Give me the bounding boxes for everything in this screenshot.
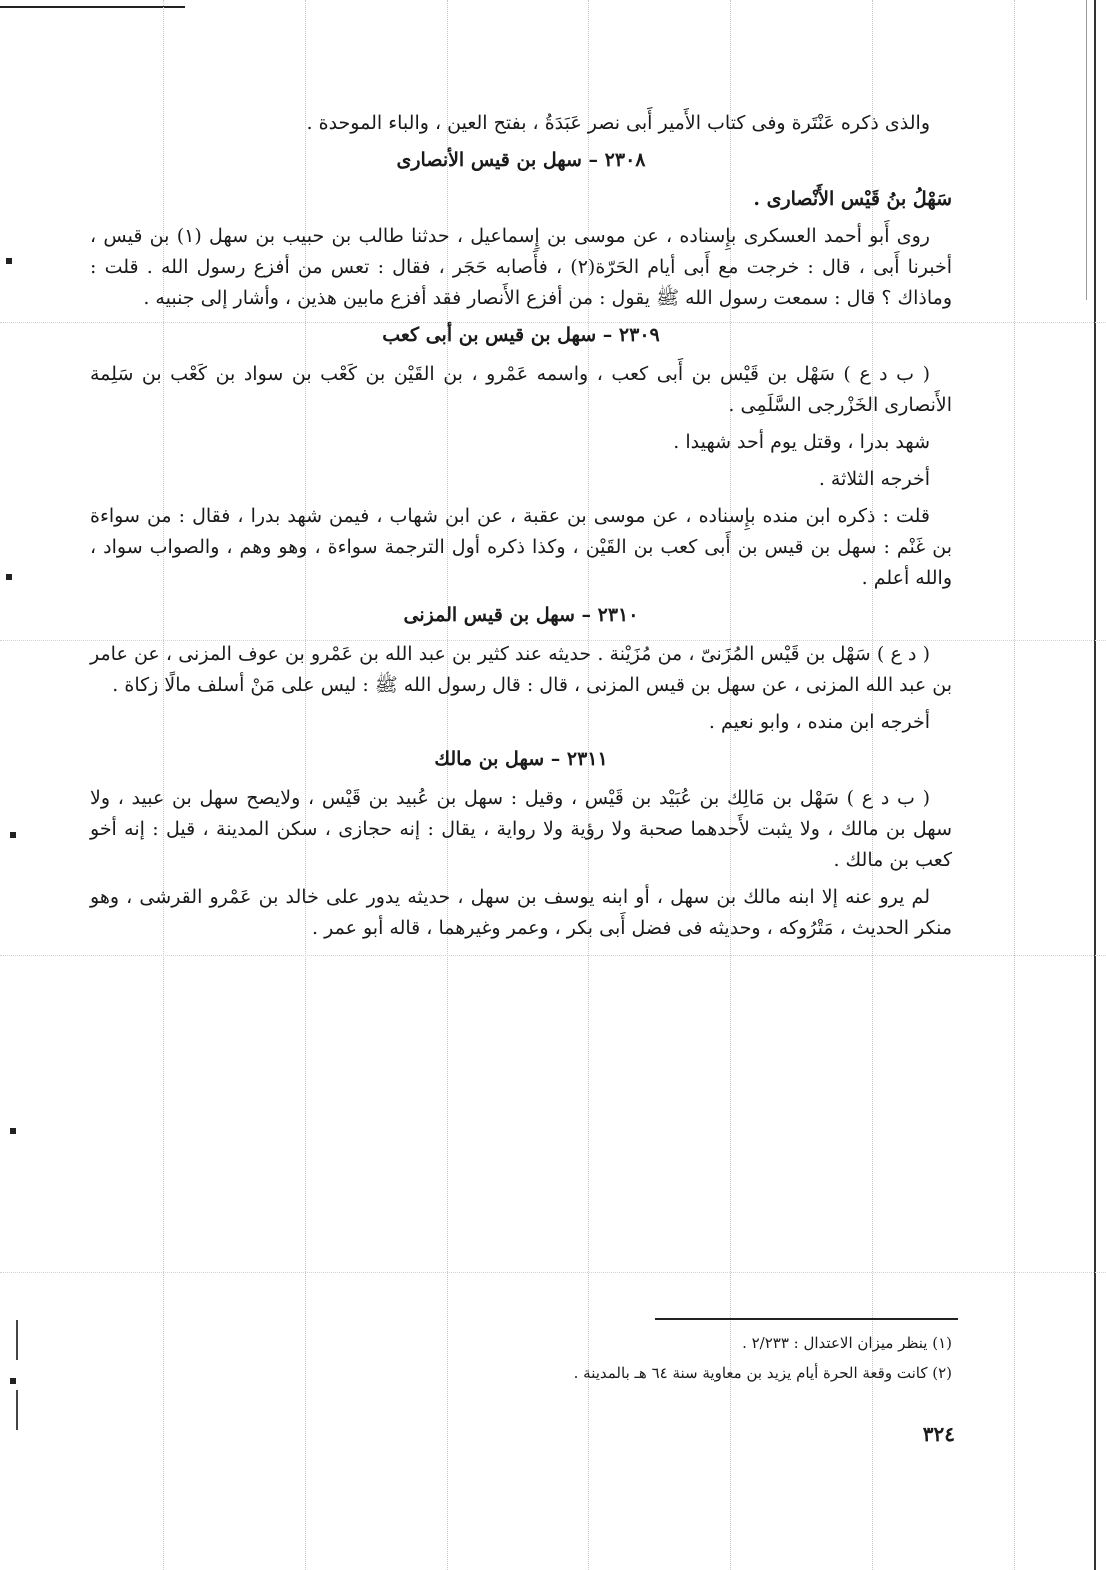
- page-number: ٣٢٤: [922, 1422, 955, 1446]
- paragraph: والذى ذكره عَنْتَرة وفى كتاب الأَمير أَبى نصر عَبَدَةُ ، بفتح العين ، والباء الموحدة .: [306, 112, 930, 134]
- scan-artifact: [1014, 0, 1015, 1570]
- paragraph: ( ب د ع ) سَهْل بن قَيْس بن أَبى كعب ، واسمه عَمْرو ، بن القَيْن بن كَعْب بن سواد بن كَعْب بن سَلِمة الأَنصارى الخَزْرجى السَّلَمِى .: [90, 363, 952, 416]
- paragraph: شهد بدرا ، وقتل يوم أحد شهيدا .: [673, 431, 930, 453]
- paragraph: ( د ع ) سَهْل بن قَيْس المُزَنىّ ، من مُزَيْنة . حديثه عند كثير بن عبد الله بن عَمْرو بن عوف المزنى ، عن عامر بن عبد الله المزنى ، عن سهل بن قيس المزنى ، قال : قال رسول الله ﷺ : ليس على مَنْ أسلف مالًا زكاة .: [90, 643, 952, 696]
- footnote: (١) ينظر ميزان الاعتدال : ٢/٢٣٣ .: [742, 1334, 952, 1352]
- main-text: [90, 108, 952, 950]
- margin-mark: [6, 258, 12, 264]
- paragraph: أخرجه ابن منده ، وابو نعيم .: [708, 711, 930, 733]
- scan-edge-line: [0, 6, 185, 8]
- entry-heading: ٢٣٠٩ – سهل بن قيس بن أبى كعب: [382, 324, 660, 346]
- scan-artifact: [0, 1272, 1106, 1273]
- footnote-divider: [655, 1318, 958, 1320]
- margin-mark: [10, 832, 16, 838]
- scan-edge-line: [1094, 0, 1096, 1570]
- paragraph: سَهْلُ بنُ قَيْس الأَنْصارى .: [753, 188, 952, 210]
- margin-mark: [16, 1320, 18, 1360]
- paragraph: أخرجه الثلاثة .: [818, 468, 930, 490]
- paragraph: ( ب د ع ) سَهْل بن مَالِك بن عُبَيْد بن قَيْس ، وقيل : سهل بن عُبيد بن قَيْس ، ولايصح سهل بن عبيد ، ولا سهل بن مالك ، ولا يثبت لأَحدهما صحبة ولا رؤية ولا رواية ، يقال : إنه حجازى ، سكن المدينة ، قيل : إنه أخو كعب بن مالك .: [90, 787, 952, 871]
- paragraph: لم يرو عنه إلا ابنه مالك بن سهل ، أو ابنه يوسف بن سهل ، حديثه يدور على خالد بن عَمْرو القرشى ، وهو منكر الحديث ، مَتْرُوكه ، وحديثه فى فضل أَبى بكر ، وعمر وغيرهما ، قاله أبو عمر .: [90, 886, 952, 939]
- margin-mark: [16, 1390, 18, 1430]
- paragraph: قلت : ذكره ابن منده بإِسناده ، عن موسى بن عقبة ، عن ابن شهاب ، فيمن شهد بدرا ، فقال : من سواءة بن غَنْم : سهل بن قيس بن أَبى كعب بن القَيْن ، وكذا ذكره أول الترجمة سواءة ، وهو وهم ، والصواب سواد ، والله أعلم .: [90, 505, 952, 589]
- scan-artifact: [0, 955, 1106, 956]
- margin-mark: [10, 1128, 16, 1134]
- entry-heading: ٢٣١٠ – سهل بن قيس المزنى: [403, 604, 639, 626]
- entry-heading: ٢٣١١ – سهل بن مالك: [434, 748, 608, 770]
- margin-mark: [10, 1378, 16, 1384]
- entry-heading: ٢٣٠٨ – سهل بن قيس الأنصارى: [396, 149, 646, 171]
- scan-edge-line: [1086, 0, 1087, 300]
- footnotes: [90, 1328, 952, 1388]
- margin-mark: [6, 574, 12, 580]
- paragraph: روى أَبو أحمد العسكرى بإِسناده ، عن موسى بن إِسماعيل ، حدثنا طالب بن حبيب بن سهل (١) بن قيس ، أخبرنا أَبى ، قال : خرجت مع أَبى أيام الحَرّة(٢) ، فأَصابه حَجَر ، فقال : تعس من أفزع رسول الله . قلت : وماذاك ؟ قال : سمعت رسول الله ﷺ يقول : من أفزع الأَنصار فقد أفزع مابين هذين ، وأشار إلى جنبيه .: [90, 225, 952, 309]
- footnote: (٢) كانت وقعة الحرة أيام يزيد بن معاوية سنة ٦٤ هـ بالمدينة .: [573, 1364, 952, 1382]
